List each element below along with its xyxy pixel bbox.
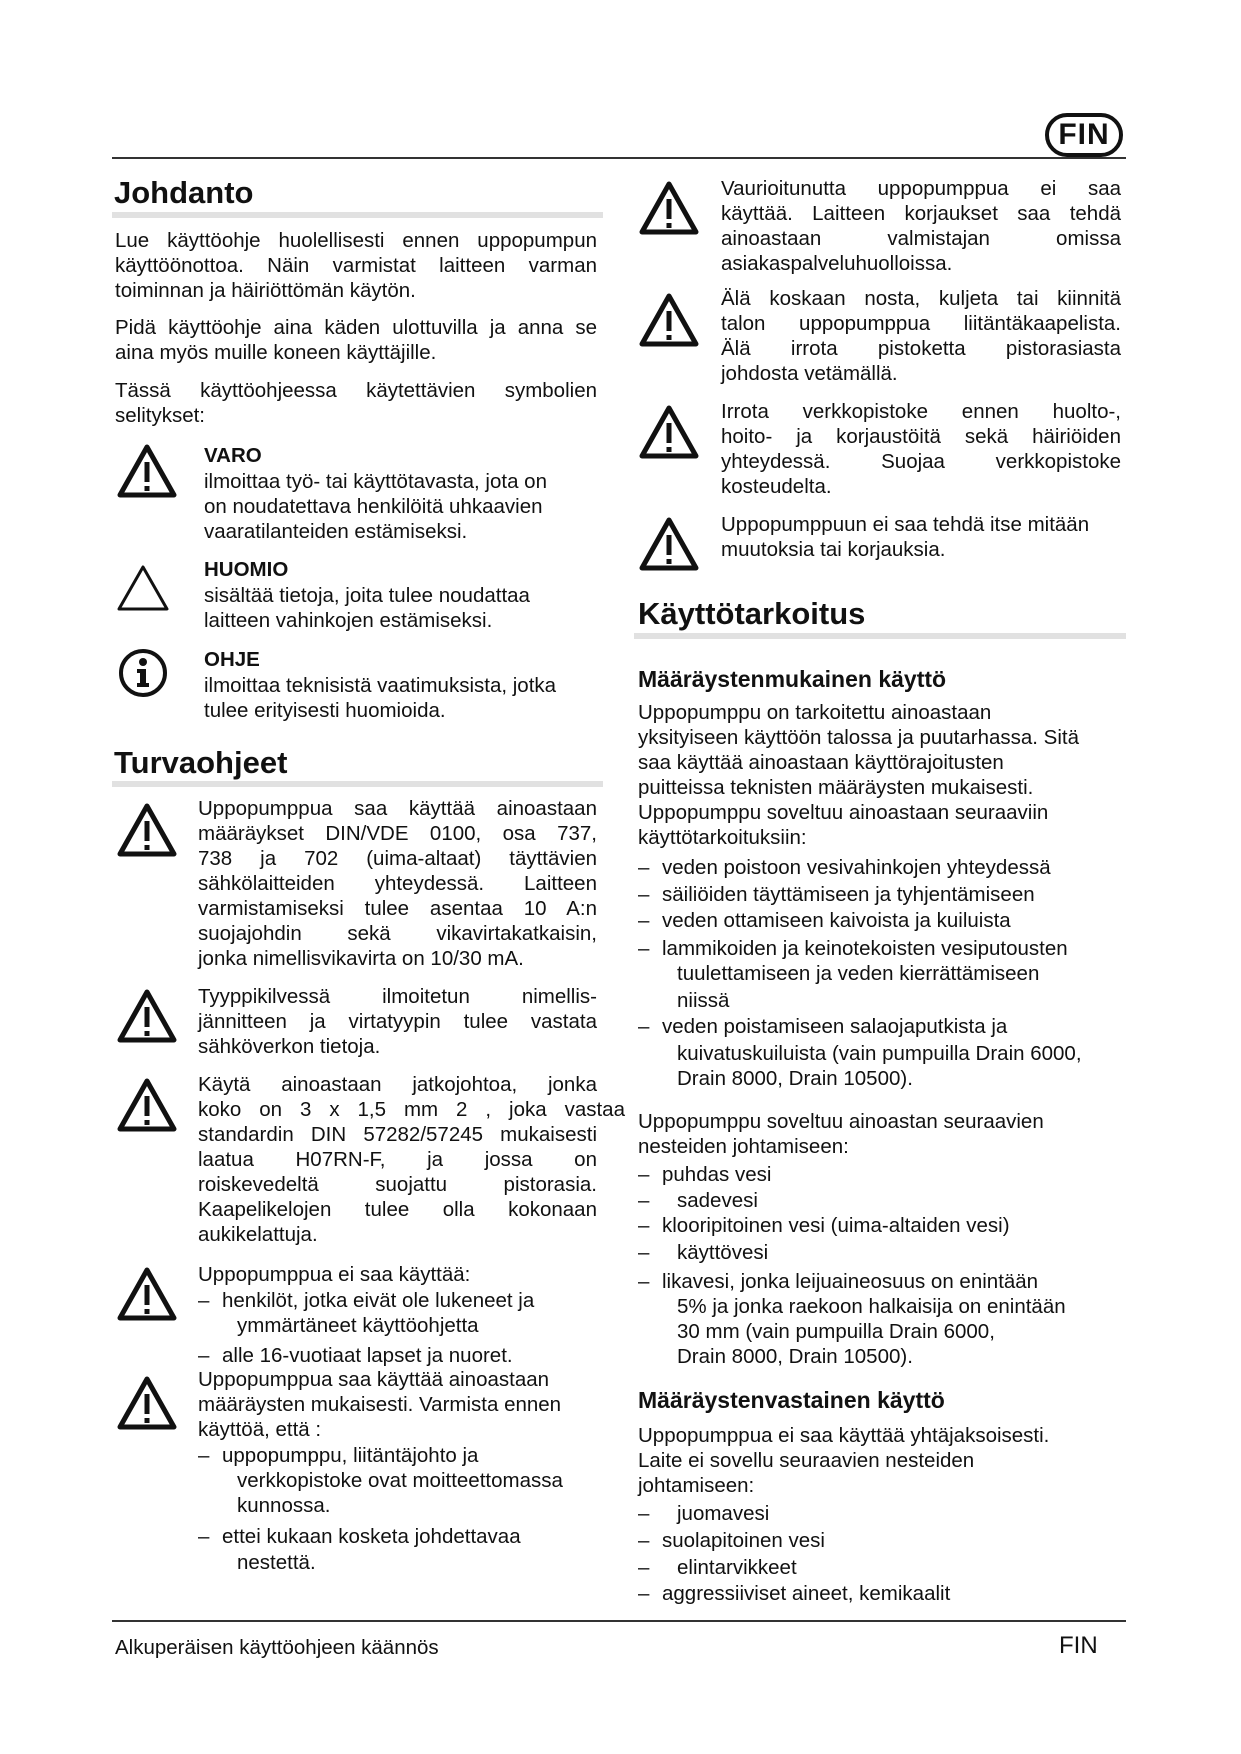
section-underline (112, 212, 603, 218)
safety-warning-3: Käytä ainoastaan jatkojohtoa, jonka (198, 1073, 597, 1096)
footer-note: Alkuperäisen käyttöohjeen käännös (115, 1636, 439, 1659)
list-item: – klooripitoinen vesi (uima-altaiden vesi) (638, 1214, 1010, 1237)
language-badge: FIN (1045, 113, 1123, 157)
footer-rule (112, 1620, 1126, 1622)
warning-icon (638, 292, 700, 348)
right-warning-2: Älä koskaan nosta, kuljeta tai kiinnitä talon uppopumppua liitäntäkaapelista. Älä irrota pistoketta pistorasiasta johdosta vetämällä. (721, 287, 1121, 385)
ohje-label: OHJE (204, 648, 260, 671)
right-warning-3: Irrota verkkopistoke ennen huolto-, hoito- ja korjaustöitä sekä häiriöiden yhteydessä. Suojaa verkkopistoke kosteudelta. (721, 400, 1121, 498)
list-item: – elintarvikkeet (638, 1556, 797, 1579)
purpose-paragraph-3: Uppopumppua ei saa käyttää yhtäjaksoisesti. Laite ei sovellu seuraavien nesteiden johtamiseen: (638, 1424, 1050, 1497)
purpose-paragraph-1: Uppopumppu on tarkoitettu ainoastaan yksityiseen käyttöön talossa ja puutarhassa. Sitä saa käyttää ainoastaan käyttörajoitusten puitteissa teknisten määräysten mukaisesti. Uppopumppu soveltuu ainoastaan seuraaviin käyttötarkoituksiin: (638, 701, 1079, 849)
list-item: – veden poistamiseen salaojaputkista ja kuivatuskuiluista (vain pumpuilla Drain 6000, Drain 8000, Drain 10500). (638, 1015, 1082, 1090)
safety-warning-5: Uppopumppua saa käyttää ainoastaan määräysten mukaisesti. Varmista ennen käyttöä, että : (198, 1368, 562, 1441)
list-item: – uppopumppu, liitäntäjohto ja verkkopistoke ovat moitteettomassa kunnossa. (198, 1444, 563, 1517)
varo-text: ilmoittaa työ- tai käyttötavasta, jota on on noudatettava henkilöitä uhkaavien vaaratilanteiden estämiseksi. (204, 470, 547, 543)
footer-language: FIN (1059, 1632, 1098, 1659)
list-item: – lammikoiden ja keinotekoisten vesiputousten tuulettamiseen ja veden kierrättämiseen niissä (638, 937, 1068, 1012)
ohje-text: ilmoittaa teknisistä vaatimuksista, jotka tulee erityisesti huomioida. (204, 674, 557, 722)
huomio-label: HUOMIO (204, 558, 289, 581)
warning-icon (116, 1266, 178, 1322)
list-item: – henkilöt, jotka eivät ole lukeneet ja ymmärtäneet käyttöohjetta (198, 1289, 535, 1337)
info-icon (116, 646, 170, 700)
section-underline (634, 633, 1126, 639)
section-title-johdanto: Johdanto (114, 175, 254, 210)
intro-paragraph-3: Tässä käyttöohjeessa käytettävien symbolien selitykset: (115, 379, 597, 427)
list-item: – likavesi, jonka leijuaineosuus on enintään 5% ja jonka raekoon halkaisija on enintään 30 mm (vain pumpuilla Drain 6000, Drain 8000, Drain 10500). (638, 1270, 1066, 1368)
list-item: – juomavesi (638, 1502, 770, 1525)
subsection-title-improper-use: Määräystenvastainen käyttö (638, 1387, 945, 1413)
section-underline (112, 781, 603, 787)
list-item: – sadevesi (638, 1189, 758, 1212)
intro-paragraph-2: Pidä käyttöohje aina käden ulottuvilla ja anna se aina myös muille koneen käyttäjille. (115, 316, 597, 364)
safety-warning-2: Tyyppikilvessä ilmoitetun nimellis- jännitteen ja virtatyypin tulee vastata sähköverkon tietoja. (198, 985, 597, 1058)
varo-label: VARO (204, 444, 262, 467)
section-title-turvaohjeet: Turvaohjeet (114, 745, 288, 780)
safety-warning-4-intro: Uppopumppua ei saa käyttää: (198, 1263, 471, 1286)
right-warning-1: Vaurioitunutta uppopumppua ei saa käyttää. Laitteen korjaukset saa tehdä ainoastaan valmistajan omissa asiakaspalveluhuolloissa. (721, 177, 1121, 275)
header-rule (112, 157, 1126, 159)
list-item: – alle 16-vuotiaat lapset ja nuoret. (198, 1344, 513, 1367)
list-item: – aggressiiviset aineet, kemikaalit (638, 1582, 951, 1605)
warning-icon (116, 988, 178, 1044)
safety-warning-1: Uppopumppua saa käyttää ainoastaan määräykset DIN/VDE 0100, osa 737, 738 ja 702 (uima-altaat) täyttävien sähkölaitteiden yhteydessä. Laitteen varmistamiseksi tulee asentaa 10 A:n suojajohdin sekä vikavirtakatkaisin, jonka nimellisvikavirta on 10/30 mA. (198, 797, 597, 970)
list-item: – suolapitoinen vesi (638, 1529, 825, 1552)
purpose-paragraph-2: Uppopumppu soveltuu ainoastan seuraavien nesteiden johtamiseen: (638, 1110, 1044, 1158)
intro-paragraph-1: Lue käyttöohje huolellisesti ennen uppopumpun käyttöönottoa. Näin varmistat laitteen varman toiminnan ja häiriöttömän käytön. (115, 229, 597, 302)
warning-icon (638, 516, 700, 572)
warning-icon (638, 404, 700, 460)
caution-icon (116, 563, 170, 613)
list-item: – veden poistoon vesivahinkojen yhteydessä (638, 856, 1051, 879)
warning-icon (116, 1077, 178, 1133)
warning-icon (116, 443, 178, 499)
list-item: – ettei kukaan kosketa johdettavaa nestettä. (198, 1525, 521, 1574)
warning-icon (116, 1375, 178, 1431)
section-title-kayttotarkoitus: Käyttötarkoitus (638, 596, 866, 631)
list-item: – säiliöiden täyttämiseen ja tyhjentämiseen (638, 883, 1035, 906)
subsection-title-proper-use: Määräystenmukainen käyttö (638, 666, 947, 692)
safety-warning-3-line2: koko on 3 x 1,5 mm 2 , joka vastaa (198, 1098, 625, 1121)
safety-warning-3-rest: standardin DIN 57282/57245 mukaisesti laatua H07RN-F, ja jossa on roiskevedeltä suojattu pistorasia. Kaapelikelojen tulee olla kokonaan aukikelattuja. (198, 1123, 597, 1246)
huomio-text: sisältää tietoja, joita tulee noudattaa laitteen vahinkojen estämiseksi. (204, 584, 530, 632)
list-item: – veden ottamiseen kaivoista ja kuiluista (638, 909, 1011, 932)
right-warning-4: Uppopumppuun ei saa tehdä itse mitään muutoksia tai korjauksia. (721, 513, 1090, 561)
warning-icon (116, 802, 178, 858)
warning-icon (638, 180, 700, 236)
list-item: – käyttövesi (638, 1241, 769, 1264)
list-item: – puhdas vesi (638, 1163, 772, 1186)
